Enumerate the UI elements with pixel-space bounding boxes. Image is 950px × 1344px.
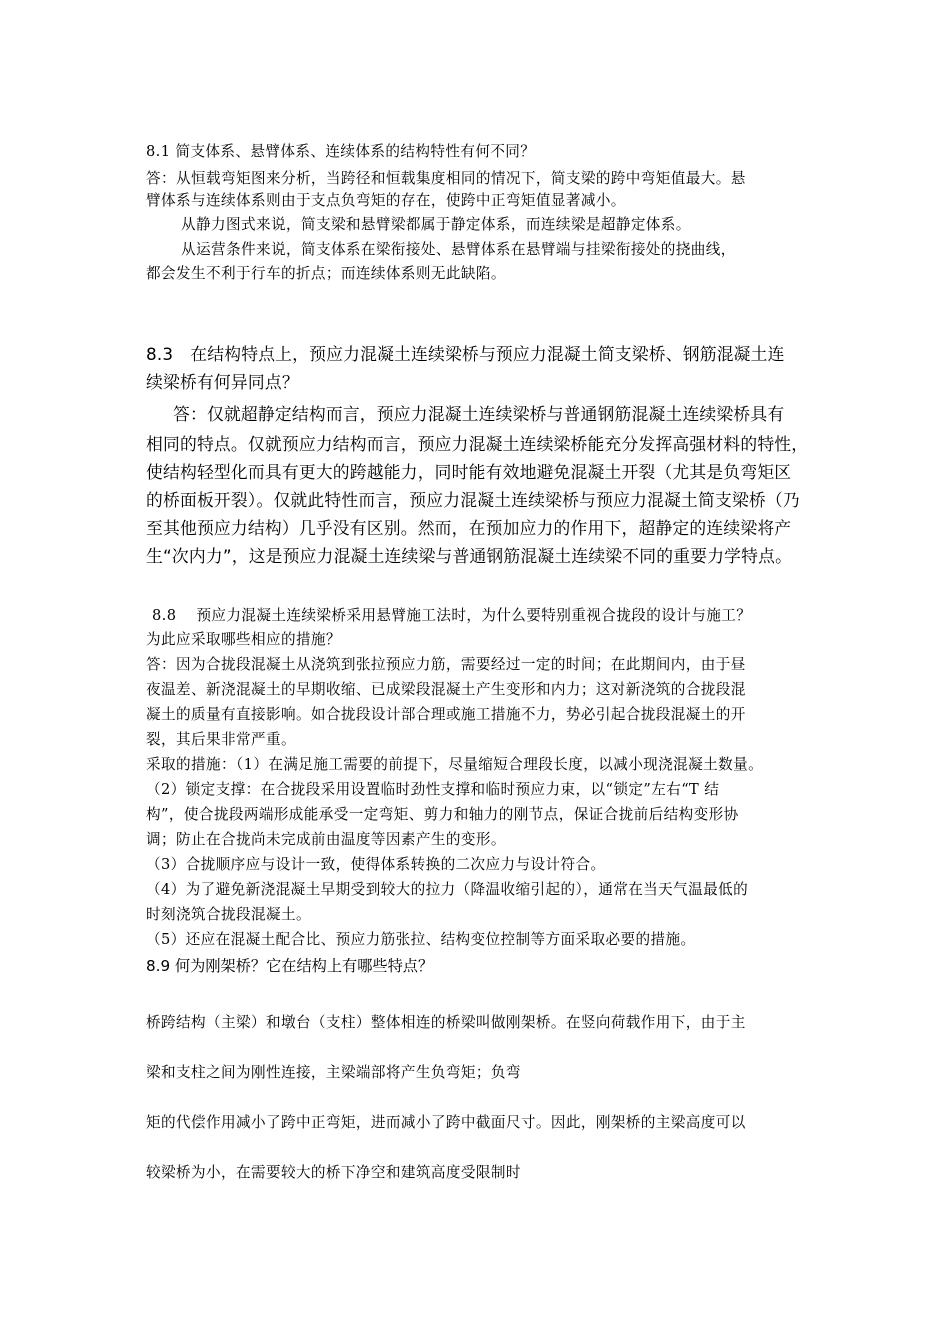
measures-8-8-line: （2）锁定支撑：在合拢段采用设置临时劲性支撑和临时预应力束，以“锁定”左右“T 结	[146, 781, 720, 798]
answer-8-1-line: 答：从恒载弯矩图来分析，当跨径和恒载集度相同的情况下，简支梁的跨中弯矩值最大。悬	[146, 170, 746, 187]
measures-8-8-line: 构”，使合拢段两端形成能承受一定弯矩、剪力和轴力的刚节点，保证合拢前后结构变形协	[146, 806, 739, 823]
answer-8-8-line: 裂，其后果非常严重。	[146, 731, 296, 748]
answer-8-3-line: 相同的特点。仅就预应力结构而言，预应力混凝土连续梁桥能充分发挥高强材料的特性，	[146, 434, 809, 454]
answer-8-1-line: 从运营条件来说，简支体系在梁衔接处、悬臂体系在悬臂端与挂梁衔接处的挠曲线，	[181, 241, 736, 258]
measures-8-8-line: （3）合拢顺序应与设计一致，使得体系转换的二次应力与设计符合。	[146, 856, 606, 873]
question-8-1: 8.1 简支体系、悬臂体系、连续体系的结构特性有何不同？	[146, 143, 536, 160]
answer-8-3-line: 的桥面板开裂）。仅就此特性而言，预应力混凝土连续梁桥与预应力混凝土简支梁桥（乃	[146, 490, 800, 510]
answer-8-3-line: 使结构轻型化而具有更大的跨越能力，同时能有效地避免混凝土开裂（尤其是负弯矩区	[146, 462, 792, 482]
answer-8-9-line: 梁和支柱之间为刚性连接，主梁端部将产生负弯矩；负弯	[146, 1064, 521, 1081]
answer-8-9-line: 矩的代偿作用减小了跨中正弯矩，进而减小了跨中截面尺寸。因此，刚架桥的主梁高度可以	[146, 1114, 746, 1131]
measures-8-8-line: 调；防止在合拢尚未完成前由温度等因素产生的变形。	[146, 831, 506, 848]
answer-8-3-line: 答：仅就超静定结构而言，预应力混凝土连续梁桥与普通钢筋混凝土连续梁桥具有	[173, 404, 785, 424]
question-8-8: 8.8 预应力混凝土连续梁桥采用悬臂施工法时，为什么要特别重视合拢段的设计与施工？	[152, 607, 752, 624]
answer-8-9-line: 桥跨结构（主梁）和墩台（支柱）整体相连的桥梁叫做刚架桥。在竖向荷载作用下，由于主	[146, 1014, 746, 1031]
measures-8-8-line: （5）还应在混凝土配合比、预应力筋张拉、结构变位控制等方面采取必要的措施。	[146, 931, 696, 948]
answer-8-1-line: 从静力图式来说，简支梁和悬臂梁都属于静定体系，而连续梁是超静定体系。	[181, 216, 691, 233]
measures-8-8-line: （4）为了避免新浇混凝土早期受到较大的拉力（降温收缩引起的），通常在当天气温最低的	[146, 881, 749, 898]
question-8-9: 8.9 何为刚架桥？它在结构上有哪些特点？	[146, 957, 434, 975]
answer-8-9-line: 较梁桥为小，在需要较大的桥下净空和建筑高度受限制时	[146, 1164, 521, 1181]
answer-8-3-line: 生“次内力”，这是预应力混凝土连续梁与普通钢筋混凝土连续梁不同的重要力学特点。	[146, 546, 793, 566]
answer-8-3-line: 至其他预应力结构）几乎没有区别。然而，在预加应力的作用下，超静定的连续梁将产	[146, 518, 792, 538]
answer-8-8-line: 答：因为合拢段混凝土从浇筑到张拉预应力筋，需要经过一定的时间；在此期间内，由于昼	[146, 656, 746, 673]
answer-8-1-line: 都会发生不利于行车的折点；而连续体系则无此缺陷。	[146, 265, 506, 282]
answer-8-8-line: 凝土的质量有直接影响。如合拢段设计部合理或施工措施不力，势必引起合拢段混凝土的开	[146, 706, 746, 723]
answer-8-8-line: 夜温差、新浇混凝土的早期收缩、已成梁段混凝土产生变形和内力；这对新浇筑的合拢段混	[146, 681, 746, 698]
answer-8-1-line: 臂体系与连续体系则由于支点负弯矩的存在，使跨中正弯矩值显著减小。	[146, 192, 626, 209]
question-8-8-cont: 为此应采取哪些相应的措施？	[146, 631, 341, 648]
measures-8-8-line: 采取的措施：（1）在满足施工需要的前提下，尽量缩短合理段长度，以减小现浇混凝土数量。	[146, 756, 764, 773]
question-8-3: 8.3 在结构特点上，预应力混凝土连续梁桥与预应力混凝土简支梁桥、钢筋混凝土连	[146, 344, 785, 364]
measures-8-8-line: 时刻浇筑合拢段混凝土。	[146, 906, 311, 923]
question-8-3-cont: 续梁桥有何异同点？	[146, 372, 299, 392]
